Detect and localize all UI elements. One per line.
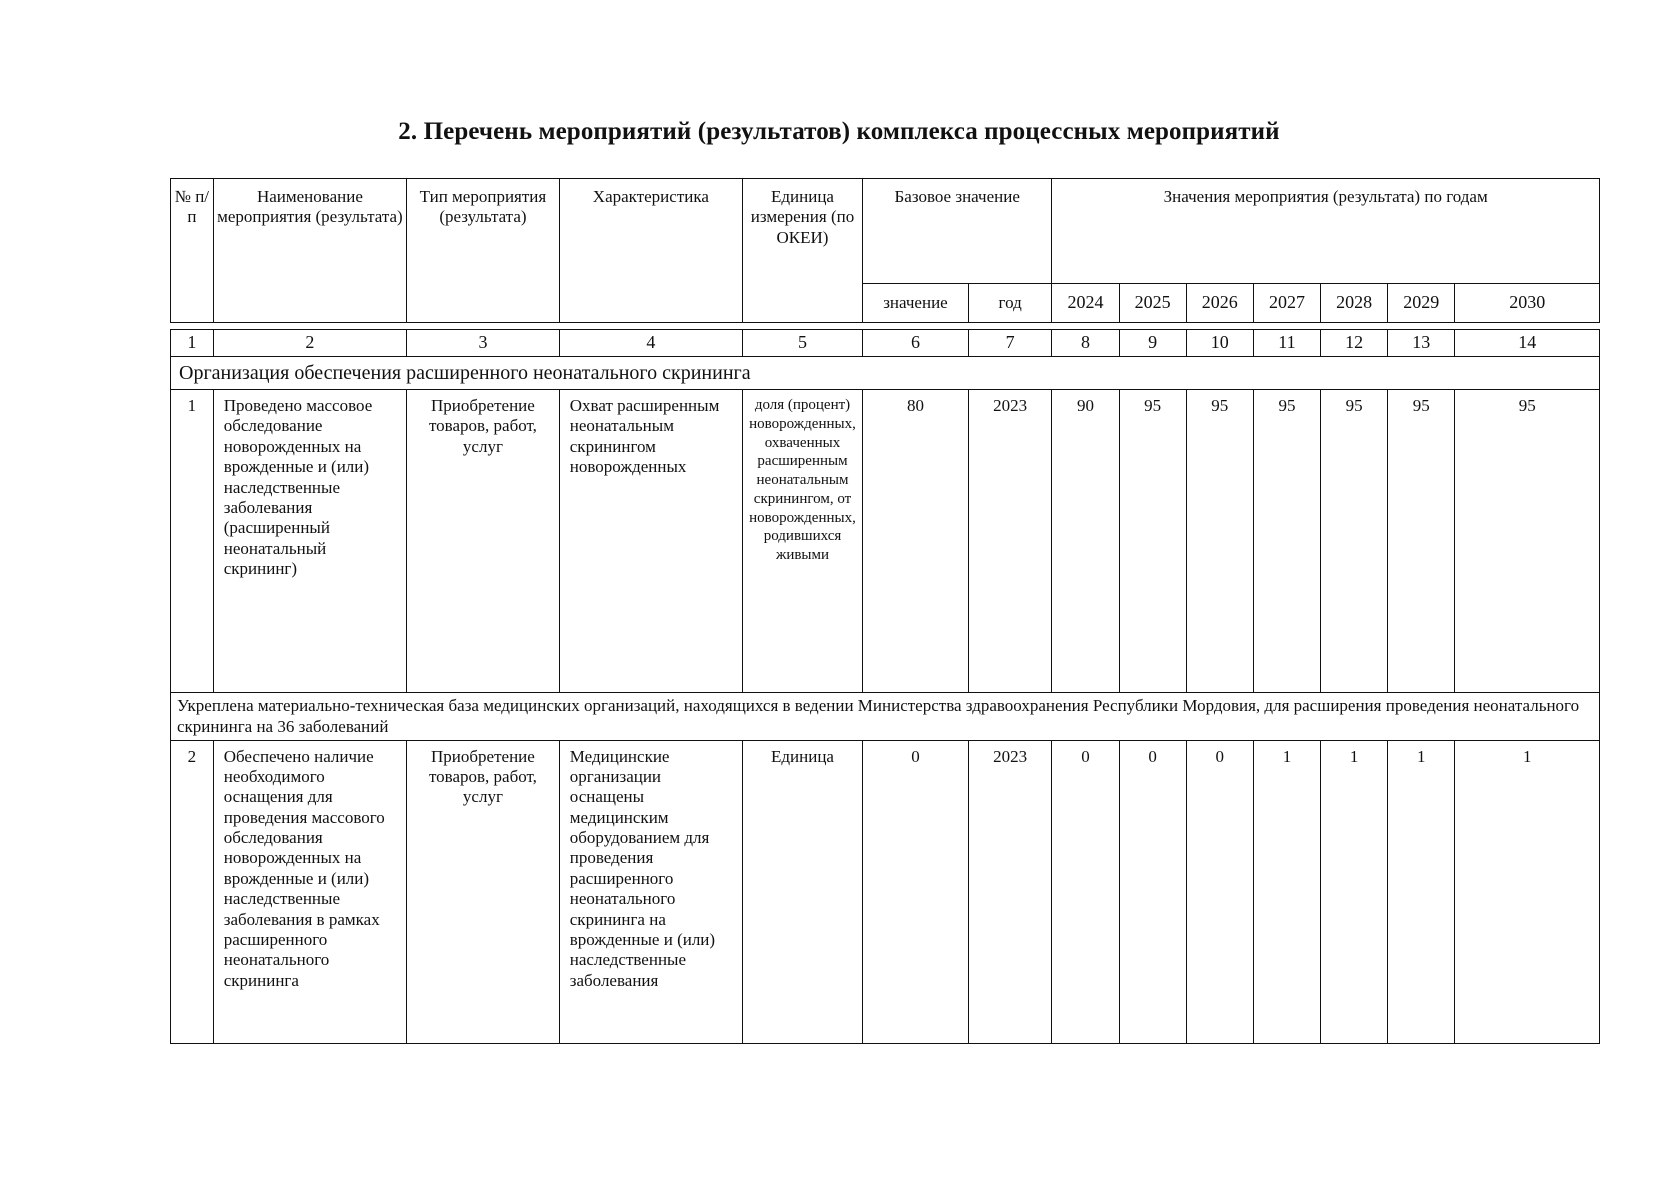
row-name: Проведено массовое обследование новорожденных на врожденные и (или) наследственные заболевания (расширенный неонатальный скрининг) [213,390,406,693]
row-base-value: 0 [863,740,969,1043]
column-number: 9 [1119,330,1186,357]
row-base-year: 2023 [968,390,1051,693]
page-title: 2. Перечень мероприятий (результатов) комплекса процессных мероприятий [398,118,1280,145]
row-type: Приобретение товаров, работ, услуг [407,390,560,693]
row-year-value: 0 [1186,740,1253,1043]
column-number-row [171,330,1600,357]
header-year: 2024 [1052,284,1119,323]
header-year: 2025 [1119,284,1186,323]
header-year: 2028 [1321,284,1388,323]
header-num: № п/п [171,179,214,323]
column-number: 4 [559,330,742,357]
row-year-value: 95 [1388,390,1455,693]
header-row-main [171,179,1600,284]
row-year-value: 95 [1455,390,1600,693]
row-year-value: 1 [1253,740,1320,1043]
row-year-value: 95 [1321,390,1388,693]
row-unit: доля (процент) новорожденных, охваченных расширенным неонатальным скринингом, от новорожденных, родившихся живыми [742,390,862,693]
column-number: 13 [1388,330,1455,357]
row-base-value: 80 [863,390,969,693]
row-year-value: 90 [1052,390,1119,693]
row-base-year: 2023 [968,740,1051,1043]
column-number: 14 [1455,330,1600,357]
column-number: 12 [1321,330,1388,357]
column-number: 7 [968,330,1051,357]
row-num: 1 [171,390,214,693]
row-characteristic: Охват расширенным неонатальным скринингом новорожденных [559,390,742,693]
row-year-value: 1 [1455,740,1600,1043]
table-row [171,740,1600,1043]
row-num: 2 [171,740,214,1043]
header-base-value: значение [863,284,969,323]
header-base-year: год [968,284,1051,323]
column-number: 2 [213,330,406,357]
row-year-value: 95 [1119,390,1186,693]
header-name: Наименование мероприятия (результата) [213,179,406,323]
section-title: Укреплена материально-техническая база медицинских организаций, находящихся в ведении Министерства здравоохранения Республики Мордовия, для расширения проведения неонатального скрининга на 36 заболеваний [171,693,1600,741]
header-values-by-year: Значения мероприятия (результата) по годам [1052,179,1600,284]
row-year-value: 1 [1388,740,1455,1043]
row-type: Приобретение товаров, работ, услуг [407,740,560,1043]
row-unit: Единица [742,740,862,1043]
row-year-value: 95 [1253,390,1320,693]
column-number: 6 [863,330,969,357]
header-gap [171,323,1600,330]
row-year-value: 1 [1321,740,1388,1043]
row-year-value: 0 [1119,740,1186,1043]
row-characteristic: Медицинские организации оснащены медицинским оборудованием для проведения расширенного неонатального скрининга на врожденные и (или) наследственные заболевания [559,740,742,1043]
header-year: 2030 [1455,284,1600,323]
header-characteristic: Характеристика [559,179,742,323]
row-year-value: 95 [1186,390,1253,693]
header-year: 2026 [1186,284,1253,323]
section-title: Организация обеспечения расширенного неонатального скрининга [171,357,1600,390]
column-number: 11 [1253,330,1320,357]
table-row [171,390,1600,693]
section-row [171,357,1600,390]
column-number: 3 [407,330,560,357]
row-year-value: 0 [1052,740,1119,1043]
header-type: Тип мероприятия (результата) [407,179,560,323]
measures-table [170,178,1600,1044]
column-number: 1 [171,330,214,357]
header-unit: Единица измерения (по ОКЕИ) [742,179,862,323]
header-year: 2027 [1253,284,1320,323]
column-number: 10 [1186,330,1253,357]
section-row [171,693,1600,741]
row-name: Обеспечено наличие необходимого оснащения для проведения массового обследования новорожденных на врожденные и (или) наследственные заболевания в рамках расширенного неонатального скрининга [213,740,406,1043]
column-number: 8 [1052,330,1119,357]
column-number: 5 [742,330,862,357]
header-base: Базовое значение [863,179,1052,284]
header-year: 2029 [1388,284,1455,323]
measures-table-container [170,178,1600,1044]
